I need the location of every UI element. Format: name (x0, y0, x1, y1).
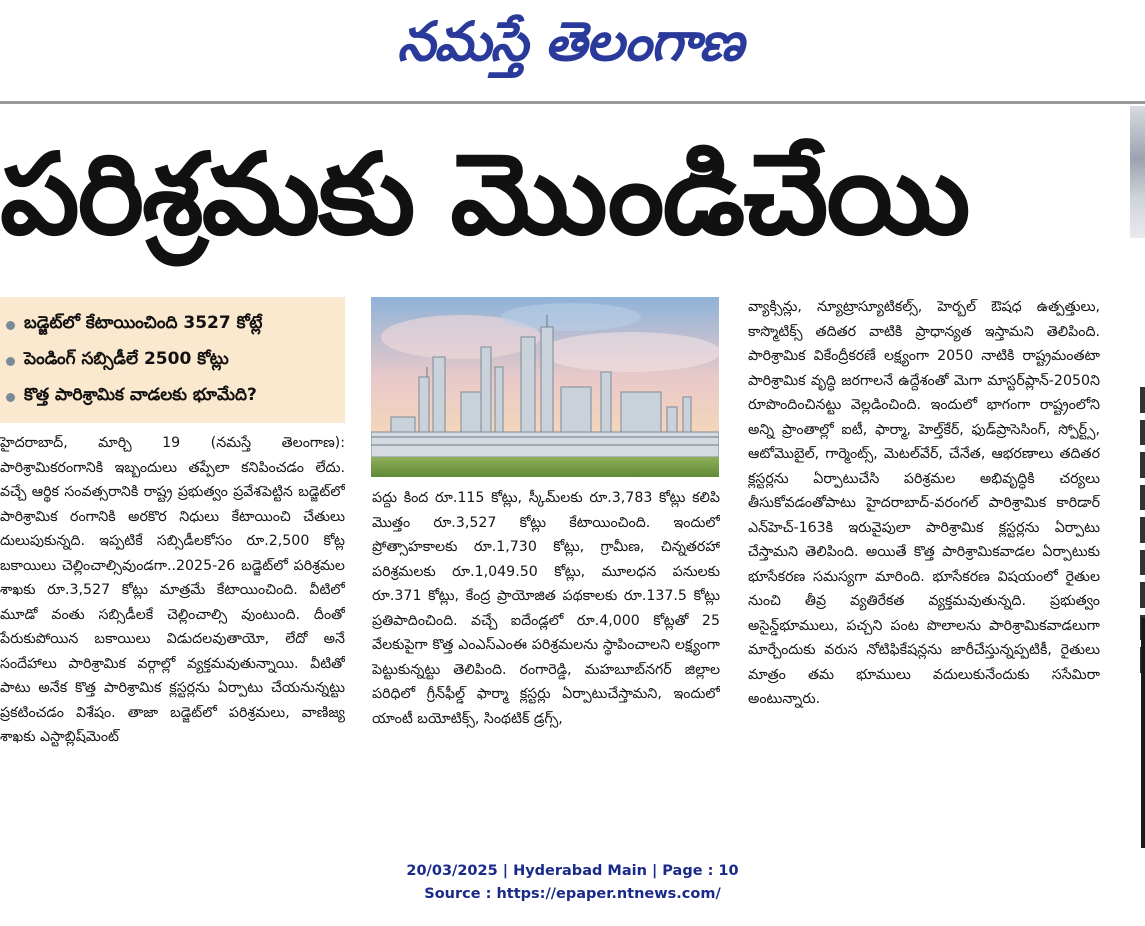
masthead (0, 0, 1145, 100)
article-column-3 (748, 295, 1100, 847)
column-text: హైదరాబాద్, మార్చి 19 (నమస్తే తెలంగాణ): పారిశ్రామికరంగానికి ఇబ్బందులు తప్పేలా కనిపించడం లేదు. వచ్చే ఆర్థిక సంవత్సరానికి రాష్ట్ర ప్రభుత్వం ప్రవేశపెట్టిన బడ్జెట్‌లో పారిశ్రామిక రంగానికి అరకొర నిధులు కేటాయించి చేతులు దులుపుకున్నది. ఇప్పటికే సబ్సిడీలకోసం రూ.2,500 కోట్ల బకాయిలు చెల్లించాల్సివుండగా..2025-26 బడ్జెట్‌లో పరిశ్రమల శాఖకు రూ.3,527 కోట్లు మాత్రమే కేటాయించింది. వీటిలో మూడో వంతు సబ్సిడీలకే చెల్లించాల్సి వుంటుంది. దీంతో పేరుకుపోయిన బకాయిలు విడుదలవుతాయో, లేదో అనే సందేహాలు పారిశ్రామిక వర్గాల్లో వ్యక్తమవుతున్నాయి. వీటితో పాటు అనేక కొత్త పారిశ్రామిక క్లస్టర్లను ఏర్పాటు చేయనున్నట్టు ప్రకటించడం విశేషం. తాజా బడ్జెట్‌లో పరిశ్రమలు, వాణిజ్య శాఖకు ఎస్టాబ్లిష్‌మెంట్ (0, 435, 345, 745)
column-text: వ్యాక్సిన్లు, న్యూట్రాస్యూటికల్స్, హెర్బల్ ఔషధ ఉత్పత్తులు, కాస్మొటిక్స్ తదితర వాటికి ప్రాధాన్యత ఇస్తామని తెలిపింది. పారిశ్రామిక వికేంద్రీకరణే లక్ష్యంగా 2050 నాటికి రాష్ట్రమంతటా పారిశ్రామిక వృద్ధి జరగాలనే ఉద్దేశంతో మెగా మాస్టర్‌ప్లాన్-2050ని రూపొందించినట్టు వెల్లడించింది. ఇందులో భాగంగా రాష్ట్రంలోని అన్ని ప్రాంతాల్లో ఐటీ, ఫార్మా, హెల్త్‌కేర్, ఫుడ్‌ప్రాసెసింగ్, స్పోర్ట్స్, ఆటోమొబైల్, గార్మెంట్స్, మెటల్‌వేర్, చేనేత, ఆభరణాలు తదితర క్లస్టర్లను ఏర్పాటుచేసి పరిశ్రమల అభివృద్ధికి చర్యలు తీసుకోవడంతోపాటు హైదరాబాద్-వరంగల్ పారిశ్రామిక కారిడార్ ఎన్‌హెచ్-163కి ఇరువైపులా పారిశ్రామిక క్లస్టర్లను ఏర్పాటు చేస్తామని తెలిపింది. అయితే కొత్త పారిశ్రామికవాడల ఏర్పాటుకు భూసేకరణ సమస్యగా మారింది. భూసేకరణ విషయంలో రైతుల నుంచి తీవ్ర వ్యతిరేకత వ్యక్తమవుతున్నది. ప్రభుత్వం అసైన్డ్‌భూములు, పచ్చని పంట పొలాలను పారిశ్రామికవాడలుగా మార్చేందుకు వరుస నోటిఫికేషన్లను జారీచేస్తున్నప్పటికీ, రైతులు మాత్రం తమ భూములు వదులుకునేందుకు ససేమిరా అంటున్నారు. (748, 299, 1100, 707)
highlight-text: బడ్జెట్‌లో కేటాయించింది 3527 కోట్లే (24, 313, 263, 333)
column-text: పద్దు కింద రూ.115 కోట్లు, స్కీమ్‌లకు రూ.3,783 కోట్లు కలిపి మొత్తం రూ.3,527 కోట్లు కేటాయించింది. ఇందులో ప్రోత్సాహకాలకు రూ.1,730 కోట్లు, గ్రామీణ, చిన్నతరహా పరిశ్రమలకు రూ.1,049.50 కోట్లు, మూలధన పనులకు రూ.371 కోట్లు, కేంద్ర ప్రాయోజిత పథకాలకు రూ.137.5 కోట్లు ప్రతిపాదించింది. వచ్చే ఐదేండ్లలో రూ.4,000 కోట్లతో 25 వేలకుపైగా కొత్త ఎంఎస్‌ఎంఈ పరిశ్రమలను స్థాపించాలని లక్ష్యంగా పెట్టుకున్నట్టు తెలిపింది. రంగారెడ్డి, మహబూబ్‌నగర్ జిల్లాల పరిధిలో గ్రీన్‌ఫీల్డ్ ఫార్మా క్లస్టర్లు ఏర్పాటుచేస్తామని, ఇందులో యాంటీ బయోటిక్స్, సింథటిక్ డ్రగ్స్, (372, 490, 720, 727)
bullet-icon (6, 357, 15, 366)
industrial-plant-photo (371, 297, 719, 477)
highlight-item (6, 343, 339, 379)
adjacent-column-rule (1141, 618, 1145, 848)
highlights-box (0, 297, 345, 423)
article-column-2 (372, 486, 720, 848)
highlight-text: పెండింగ్ సబ్సిడీలే 2500 కోట్లు (24, 349, 229, 369)
adjacent-photo-edge (1130, 106, 1145, 238)
masthead-divider (0, 101, 1145, 104)
highlight-item (6, 307, 339, 343)
article-headline: పరిశ్రమకు మొండిచేయి (0, 130, 969, 260)
source-link[interactable]: Source : https://epaper.ntnews.com/ (424, 886, 721, 902)
edition-info: 20/03/2025 | Hyderabad Main | Page : 10 (406, 863, 739, 879)
article-column-1 (0, 431, 345, 847)
newspaper-logo: నమస్తే తెలంగాణ (397, 10, 743, 73)
highlight-item (6, 379, 339, 415)
bullet-icon (6, 321, 15, 330)
bullet-icon (6, 393, 15, 402)
page-footer (0, 860, 1145, 906)
highlight-text: కొత్త పారిశ్రామిక వాడలకు భూమేది? (24, 385, 257, 405)
